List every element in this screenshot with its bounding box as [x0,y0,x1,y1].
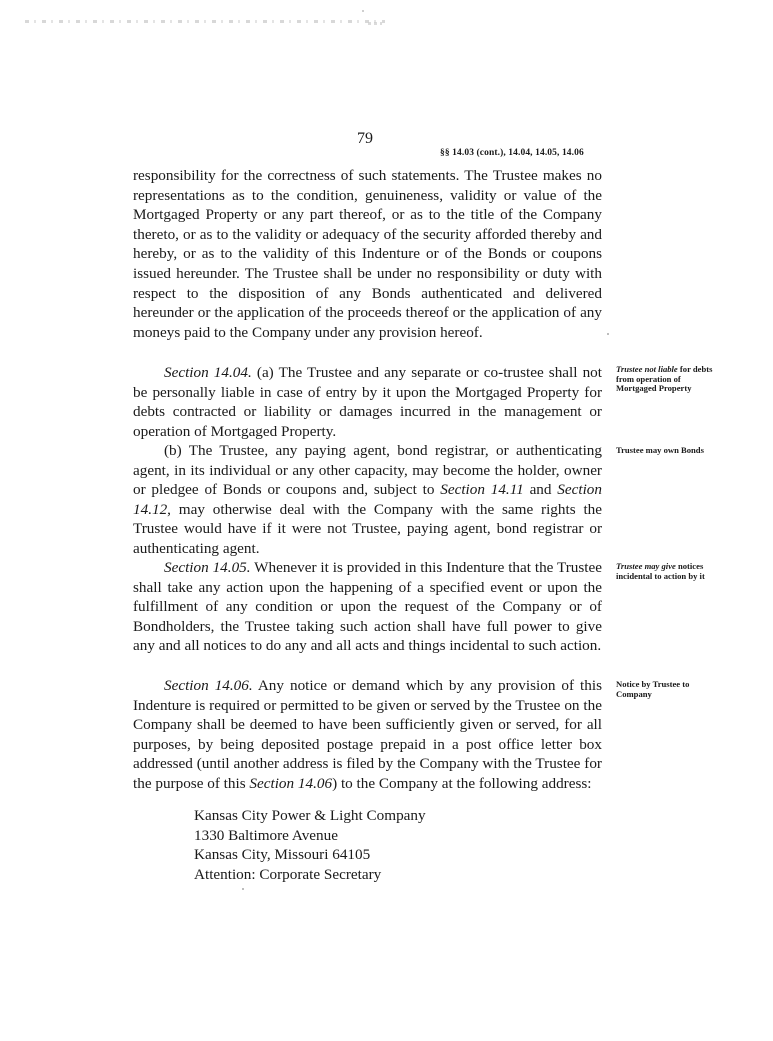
page-number: 79 [357,130,373,147]
address-city-state-zip: Kansas City, Missouri 64105 [194,846,371,864]
sidenote-text: Notice by Trustee to Company [616,679,690,699]
section-label: Section 14.05. [164,559,251,576]
sidenote-text: notices incidental to action by it [616,561,705,581]
sidenote-trustee-may-give-notices [616,562,716,581]
paragraph-text: and [523,481,558,499]
sidenote-notice-by-trustee [616,680,716,699]
sidenote-text: for debts from operation of Mortgaged Property [616,364,713,394]
paragraph-text: (a) The Trustee and any separate or co-trustee shall not be personally liable in case of entry by it upon the Mortgaged Property for debts contracted or liability or damages incurred in the management or operation of Mortgaged Property. [133,364,602,440]
section-reference: Section 14.11 [440,481,524,499]
sidenote-italic-lead: Trustee not liable [616,364,678,374]
paragraph-continuation [133,166,602,342]
scan-artifact-speck [362,10,364,12]
paragraph-section-14-05 [133,558,602,656]
paragraph-section-14-06 [133,676,602,794]
paragraph-text: Any notice or demand which by any provision of this Indenture is required or permitted to be given or served by the Trustee on the Company shall be deemed to have been sufficiently given or served, for all purposes, by being deposited postage prepaid in a post office letter box addressed (until another address is filed by the Company with the Trustee for the purpose of this [133,677,602,792]
sidenote-italic-lead: Trustee may give [616,561,676,571]
section-label: Section 14.04. [164,364,252,381]
section-label: Section 14.06. [164,677,253,694]
sidenote-trustee-may-own-bonds [616,446,716,456]
section-reference: Section 14.12 [133,481,602,518]
running-head: §§ 14.03 (cont.), 14.04, 14.05, 14.06 [440,148,584,158]
sidenote-trustee-not-liable [616,365,716,394]
paragraph-text: Whenever it is provided in this Indenture that the Trustee shall take any action upon the happening of a specified event or upon the fulfillment of any condition or upon the request of the Company or of Bondholders, the Trustee taking such action shall have full power to give any and all notices to do any and all acts and things incidental to such action. [133,559,603,655]
paragraph-text: (b) The Trustee, any paying agent, bond registrar, or authenticating agent, in its individual or any other capacity, may become the holder, owner or pledgee of Bonds or coupons and, subject to [133,442,602,499]
paragraph-section-14-04-a [133,363,602,441]
paragraph-text: , may otherwise deal with the Company with the same rights the Trustee would have if it were not Trustee, paying agent, bond registrar or authenticating agent. [133,500,602,557]
paragraph-section-14-04-b [133,441,602,559]
address-attention: Attention: Corporate Secretary [194,865,382,883]
paragraph-text: responsibility for the correctness of such statements. The Trustee makes no representations as to the condition, genuineness, validity or value of the Mortgaged Property or any part thereof, or as to the title of the Company thereto, or as to the validity or adequacy of the security afforded thereby and hereby, or as to the validity of this Indenture or of the Bonds or coupons issued hereunder. The Trustee shall be under no responsibility or duty with respect to the disposition of any Bonds authenticated and delivered hereunder or the application of the proceeds thereof or the application of any moneys paid to the Company under any provision hereof. [133,167,602,341]
scan-speck [607,333,609,335]
scan-speck [242,888,244,890]
scan-artifact-top-right [368,22,382,25]
company-address-block [194,806,426,884]
address-street: 1330 Baltimore Avenue [194,826,338,844]
section-reference: Section 14.06 [249,774,333,792]
address-company-name: Kansas City Power & Light Company [194,807,426,824]
paragraph-text: ) to the Company at the following address: [332,774,592,792]
sidenote-text: Trustee may own Bonds [616,445,704,455]
scan-artifact-top [25,20,385,23]
